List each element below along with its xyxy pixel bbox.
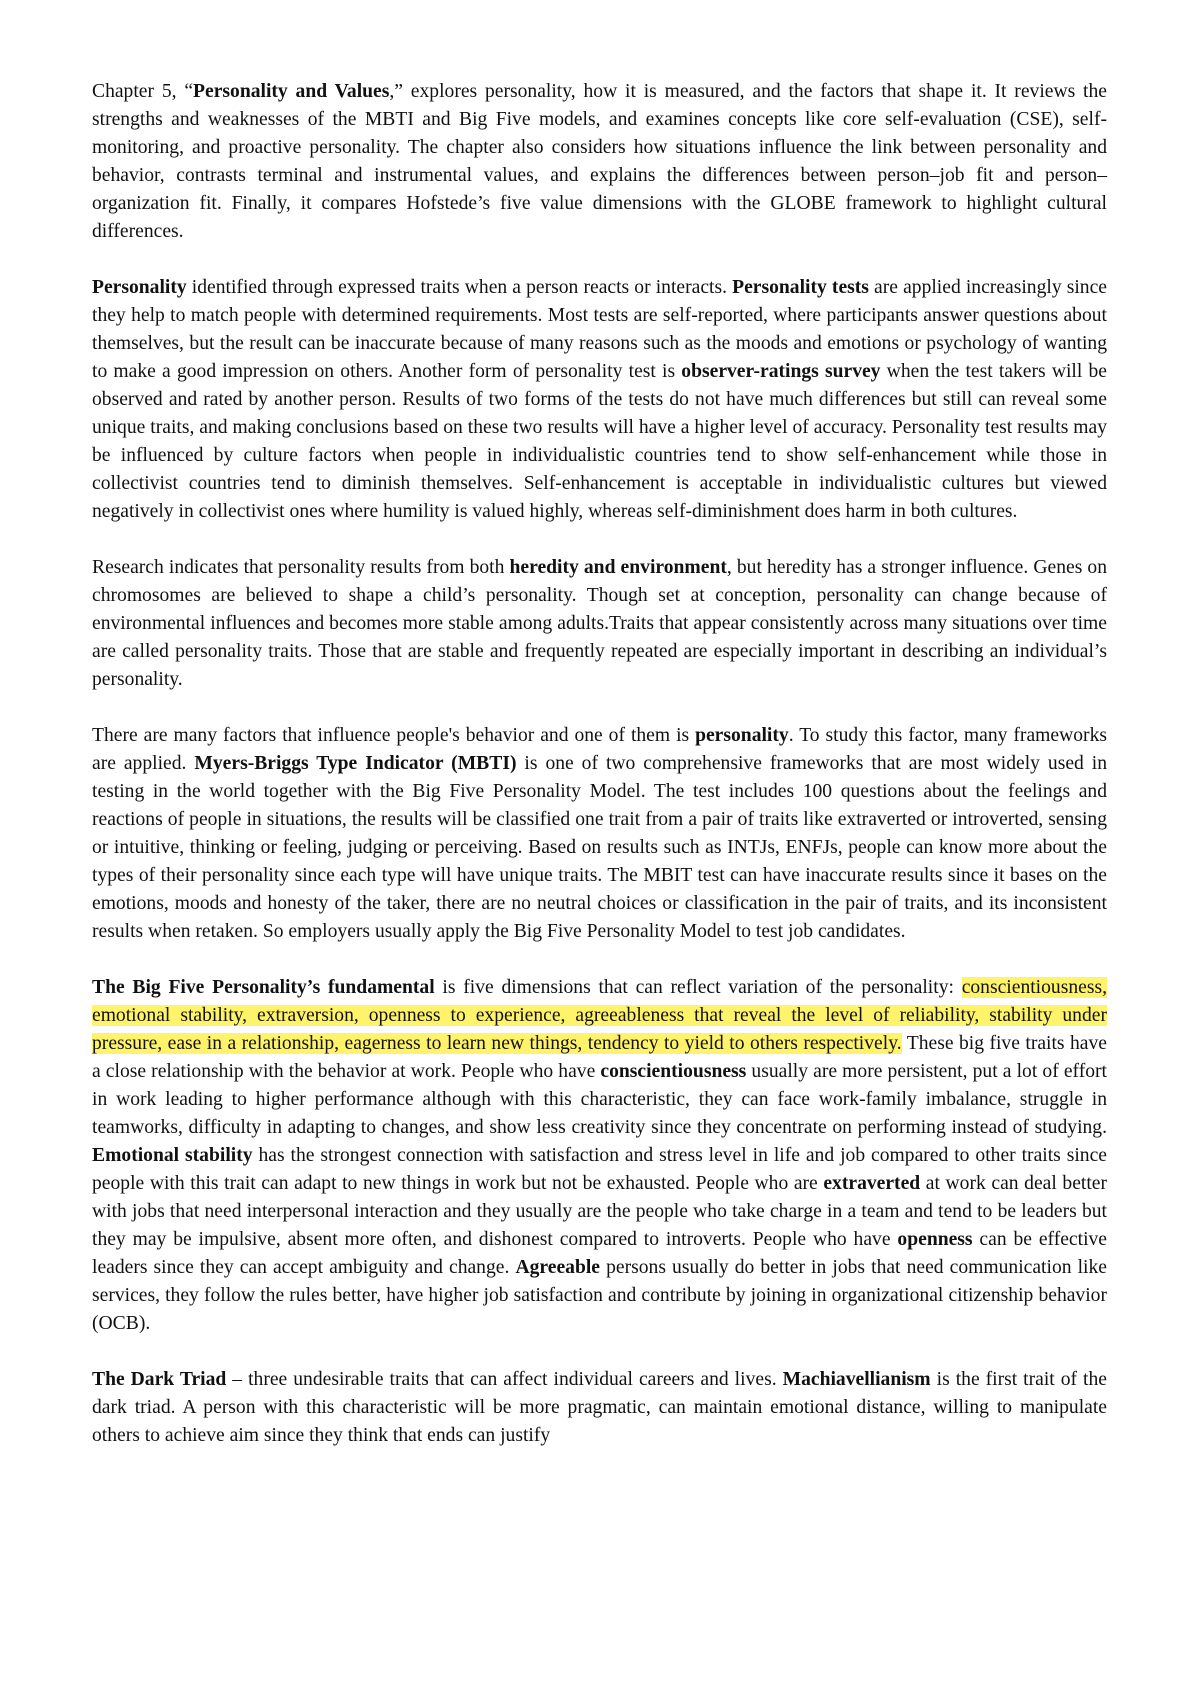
text-segment: ,” explores personality, how it is measured, and the factors that shape it. It reviews the strengths and weaknesses of the MBTI and Big Five models, and examines concepts like core self-evaluation (CSE), self-monitoring, and proactive personality. The chapter also considers how situations influence the link between personality and behavior, contrasts terminal and instrumental values, and explains the differences between person–job fit and person–organization fit. Finally, it compares Hofstede’s five value dimensions with the GLOBE framework to highlight cultural differences. bbox=[92, 81, 1107, 242]
bold-term-mbti: Myers-Briggs Type Indicator (MBTI) bbox=[194, 753, 517, 774]
bold-term-heredity-and-environment: heredity and environment bbox=[509, 557, 727, 578]
bold-term-conscientiousness: conscientiousness bbox=[600, 1061, 747, 1082]
bold-term-big-five-fundamental: The Big Five Personality’s fundamental bbox=[92, 977, 435, 998]
text-segment: are applied increasingly since they help to match people with determined requirements. Most tests are self-reported, where participants answer questions about themselves, but the result can be inaccurate because of many reasons such as the moods and emotions or psychology of wanting to make a good impression on others. Another form of personality test is bbox=[92, 277, 1108, 382]
document-page bbox=[92, 78, 1107, 1478]
text-segment: usually are more persistent, put a lot of effort in work leading to higher performance although with this characteristic, they can face work-family imbalance, struggle in teamworks, difficulty in adapting to changes, and show less creativity since they concentrate on performing instead of studying. bbox=[92, 1061, 1107, 1138]
paragraph-personality-tests bbox=[92, 274, 1107, 526]
text-segment: identified through expressed traits when a person reacts or interacts. bbox=[186, 277, 733, 298]
text-segment: is the first trait of the dark triad. A person with this characteristic will be more pragmatic, can maintain emotional distance, willing to manipulate others to achieve aim since they think that ends can justify bbox=[92, 1369, 1107, 1446]
text-segment: persons usually do better in jobs that need communication like services, they follow the rules better, have higher job satisfaction and contribute by joining in organizational citizenship behavior (OCB). bbox=[92, 1257, 1107, 1334]
text-segment: Chapter 5, “ bbox=[92, 81, 194, 102]
bold-term-personality: personality bbox=[695, 725, 789, 746]
text-segment: There are many factors that influence people's behavior and one of them is bbox=[92, 725, 696, 746]
text-segment: – three undesirable traits that can affect individual careers and lives. bbox=[226, 1369, 783, 1390]
text-segment: at work can deal better with jobs that need interpersonal interaction and they usually are the people who take charge in a team and tend to be leaders but they may be impulsive, absent more often, and dishonest compared to introverts. People who have bbox=[92, 1173, 1107, 1250]
paragraph-heredity-environment bbox=[92, 554, 1107, 694]
text-segment: is five dimensions that can reflect variation of the personality: bbox=[434, 977, 962, 998]
text-segment: These big five traits have a close relationship with the behavior at work. People who have bbox=[92, 1033, 1107, 1082]
bold-term-personality: Personality bbox=[92, 277, 187, 298]
text-segment: Research indicates that personality results from both bbox=[92, 557, 510, 578]
bold-term-dark-triad: The Dark Triad bbox=[92, 1369, 227, 1390]
text-segment: can be effective leaders since they can accept ambiguity and change. bbox=[92, 1229, 1108, 1278]
highlighted-text: conscientiousness, emotional stability, extraversion, openness to experience, agreeableness that reveal the level of reliability, stability under pressure, ease in a relationship, eagerness to learn new things, tendency to yield to others respectively. bbox=[92, 977, 1107, 1054]
paragraph-dark-triad bbox=[92, 1366, 1107, 1450]
text-segment: . To study this factor, many frameworks are applied. bbox=[92, 725, 1107, 774]
bold-term-extraverted: extraverted bbox=[823, 1173, 921, 1194]
text-segment: , but heredity has a stronger influence. Genes on chromosomes are believed to shape a child’s personality. Though set at conception, personality can change because of environmental influences and becomes more stable among adults.Traits that appear consistently across many situations over time are called personality traits. Those that are stable and frequently repeated are especially important in describing an individual’s personality. bbox=[92, 557, 1107, 690]
text-segment: when the test takers will be observed and rated by another person. Results of two forms of the tests do not have much differences but still can reveal some unique traits, and making conclusions based on these two results will have a higher level of accuracy. Personality test results may be influenced by culture factors when people in individualistic countries tend to show self-enhancement while those in collectivist countries tend to diminish themselves. Self-enhancement is acceptable in individualistic cultures but viewed negatively in collectivist ones where humility is valued highly, whereas self-diminishment does harm in both cultures. bbox=[92, 361, 1107, 522]
text-segment: is one of two comprehensive frameworks that are most widely used in testing in the world together with the Big Five Personality Model. The test includes 100 questions about the feelings and reactions of people in situations, the results will be classified one trait from a pair of traits like extraverted or introverted, sensing or intuitive, thinking or feeling, judging or perceiving. Based on results such as INTJs, ENFJs, people can know more about the types of their personality since each type will have unique traits. The MBIT test can have inaccurate results since it bases on the emotions, moods and honesty of the taker, there are no neutral choices or classification in the pair of traits, and its inconsistent results when retaken. So employers usually apply the Big Five Personality Model to test job candidates. bbox=[92, 753, 1107, 942]
paragraph-mbti bbox=[92, 722, 1107, 946]
bold-term-personality-tests: Personality tests bbox=[732, 277, 869, 298]
bold-term-machiavellianism: Machiavellianism bbox=[782, 1369, 931, 1390]
bold-term-personality-and-values: Personality and Values bbox=[193, 81, 390, 102]
paragraph-big-five bbox=[92, 974, 1107, 1338]
text-segment: has the strongest connection with satisfaction and stress level in life and job compared to other traits since people with this trait can adapt to new things in work but not be exhausted. People who are bbox=[92, 1145, 1107, 1194]
paragraph-chapter-intro bbox=[92, 78, 1107, 246]
bold-term-openness: openness bbox=[897, 1229, 973, 1250]
bold-term-emotional-stability: Emotional stability bbox=[92, 1145, 253, 1166]
bold-term-agreeable: Agreeable bbox=[515, 1257, 600, 1278]
bold-term-observer-ratings-survey: observer-ratings survey bbox=[681, 361, 881, 382]
